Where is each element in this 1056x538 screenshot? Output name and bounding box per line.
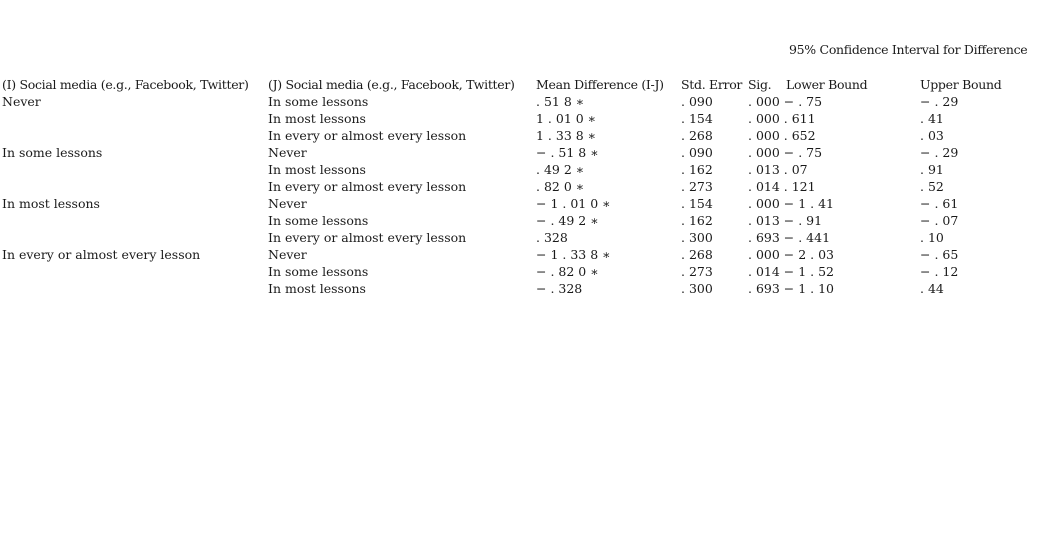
- cell-upper-bound: − . 29: [920, 145, 959, 160]
- cell-mean-difference: − 1 . 01 0 ∗: [536, 196, 611, 211]
- cell-upper-bound: − . 29: [920, 94, 959, 109]
- table-row: [0, 280, 1056, 297]
- cell-sig-lower-bound: . 693 − . 441: [748, 230, 831, 245]
- cell-j-group: In some lessons: [268, 213, 369, 228]
- cell-std-error: . 154: [681, 196, 713, 211]
- cell-upper-bound: − . 65: [920, 247, 959, 262]
- cell-upper-bound: − . 07: [920, 213, 959, 228]
- cell-j-group: In most lessons: [268, 111, 366, 126]
- cell-upper-bound: . 10: [920, 230, 944, 245]
- table-row: [0, 127, 1056, 144]
- cell-std-error: . 090: [681, 94, 713, 109]
- cell-upper-bound: − . 12: [920, 264, 959, 279]
- cell-upper-bound: . 91: [920, 162, 944, 177]
- table-row: [0, 195, 1056, 212]
- table-row: [0, 229, 1056, 246]
- cell-sig-lower-bound: . 000 . 611: [748, 111, 816, 126]
- cell-i-group: Never: [2, 94, 41, 109]
- cell-mean-difference: − . 51 8 ∗: [536, 145, 599, 160]
- cell-upper-bound: . 44: [920, 281, 944, 296]
- cell-j-group: In some lessons: [268, 94, 369, 109]
- column-header-std-error: Std. Error: [681, 77, 743, 92]
- cell-upper-bound: . 03: [920, 128, 944, 143]
- cell-i-group: In every or almost every lesson: [2, 247, 201, 262]
- cell-mean-difference: . 82 0 ∗: [536, 179, 585, 194]
- table-row: [0, 212, 1056, 229]
- cell-sig-lower-bound: . 000 − . 75: [748, 94, 823, 109]
- cell-std-error: . 300: [681, 230, 713, 245]
- cell-upper-bound: . 41: [920, 111, 944, 126]
- table-row: [0, 263, 1056, 280]
- cell-std-error: . 162: [681, 213, 713, 228]
- cell-mean-difference: − 1 . 33 8 ∗: [536, 247, 611, 262]
- cell-sig-lower-bound: . 000 − 1 . 41: [748, 196, 835, 211]
- cell-j-group: Never: [268, 145, 307, 160]
- cell-mean-difference: 1 . 01 0 ∗: [536, 111, 597, 126]
- cell-sig-lower-bound: . 693 − 1 . 10: [748, 281, 835, 296]
- cell-sig-lower-bound: . 013 − . 91: [748, 213, 823, 228]
- cell-mean-difference: . 49 2 ∗: [536, 162, 585, 177]
- cell-j-group: Never: [268, 196, 307, 211]
- table-row: [0, 178, 1056, 195]
- cell-upper-bound: . 52: [920, 179, 944, 194]
- cell-std-error: . 162: [681, 162, 713, 177]
- cell-mean-difference: . 51 8 ∗: [536, 94, 585, 109]
- cell-std-error: . 154: [681, 111, 713, 126]
- cell-std-error: . 268: [681, 128, 713, 143]
- table-row: [0, 246, 1056, 263]
- table-header-row: [0, 76, 1056, 93]
- cell-j-group: In every or almost every lesson: [268, 128, 467, 143]
- cell-sig-lower-bound: . 014 . 121: [748, 179, 816, 194]
- cell-i-group: In some lessons: [2, 145, 103, 160]
- column-header-lower-bound: Lower Bound: [786, 77, 868, 92]
- cell-mean-difference: 1 . 33 8 ∗: [536, 128, 597, 143]
- cell-j-group: In every or almost every lesson: [268, 230, 467, 245]
- cell-j-group: In most lessons: [268, 162, 366, 177]
- cell-std-error: . 090: [681, 145, 713, 160]
- table-row: [0, 93, 1056, 110]
- cell-sig-lower-bound: . 000 − . 75: [748, 145, 823, 160]
- column-header-j: (J) Social media (e.g., Facebook, Twitter): [268, 77, 515, 92]
- cell-sig-lower-bound: . 013 . 07: [748, 162, 808, 177]
- confidence-interval-header: 95% Confidence Interval for Difference: [789, 42, 1028, 57]
- cell-mean-difference: − . 328: [536, 281, 583, 296]
- cell-std-error: . 273: [681, 264, 713, 279]
- cell-upper-bound: − . 61: [920, 196, 959, 211]
- column-header-upper-bound: Upper Bound: [920, 77, 1002, 92]
- cell-sig-lower-bound: . 014 − 1 . 52: [748, 264, 835, 279]
- cell-j-group: In most lessons: [268, 281, 366, 296]
- cell-j-group: In some lessons: [268, 264, 369, 279]
- table-row: [0, 161, 1056, 178]
- cell-sig-lower-bound: . 000 . 652: [748, 128, 816, 143]
- column-header-i: (I) Social media (e.g., Facebook, Twitter): [2, 77, 249, 92]
- cell-std-error: . 300: [681, 281, 713, 296]
- cell-i-group: In most lessons: [2, 196, 100, 211]
- cell-j-group: In every or almost every lesson: [268, 179, 467, 194]
- cell-mean-difference: − . 49 2 ∗: [536, 213, 599, 228]
- cell-sig-lower-bound: . 000 − 2 . 03: [748, 247, 835, 262]
- column-header-sig: Sig.: [748, 77, 772, 92]
- table-row: [0, 144, 1056, 161]
- cell-std-error: . 268: [681, 247, 713, 262]
- cell-std-error: . 273: [681, 179, 713, 194]
- cell-mean-difference: . 328: [536, 230, 568, 245]
- table-row: [0, 110, 1056, 127]
- cell-j-group: Never: [268, 247, 307, 262]
- column-header-mean-difference: Mean Difference (I-J): [536, 77, 664, 92]
- cell-mean-difference: − . 82 0 ∗: [536, 264, 599, 279]
